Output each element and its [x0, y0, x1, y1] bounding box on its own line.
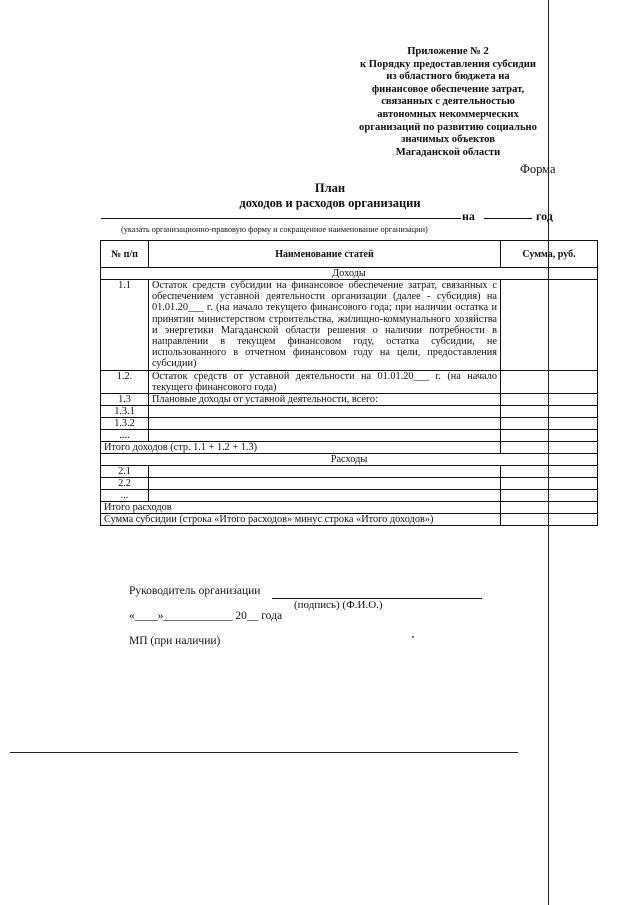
table-row	[101, 418, 598, 430]
document-title: План	[314, 181, 346, 195]
subsidy-sum-row	[101, 514, 598, 526]
organization-hint: (указать организационно-правовую форму и сокращенное наименование организации)	[121, 225, 428, 234]
table-row	[101, 394, 598, 406]
appendix-line: значимых объектов	[401, 134, 495, 146]
plan-table	[100, 240, 598, 526]
table-row	[101, 406, 598, 418]
signature-hint: (подпись) (Ф.И.О.)	[294, 599, 383, 611]
row-sum-cell	[501, 394, 598, 406]
row-sum-cell	[501, 478, 598, 490]
table-row	[101, 280, 598, 371]
signature-label: Руководитель организации	[129, 585, 261, 597]
expense-total-label: Итого расходов	[101, 502, 501, 514]
row-num: 1.3.1	[101, 406, 149, 418]
appendix-line: связанных с деятельностью	[381, 96, 515, 108]
row-num: ....	[101, 430, 149, 442]
scan-horizontal-line	[10, 752, 518, 753]
row-num: 2.2	[101, 478, 149, 490]
row-text	[149, 478, 501, 490]
expense-total-row	[101, 502, 598, 514]
appendix-line: Магаданской области	[395, 146, 501, 158]
expense-section-row	[101, 454, 598, 466]
header-sum: Сумма, руб.	[501, 241, 598, 268]
table-row	[101, 430, 598, 442]
table-row	[101, 370, 598, 393]
row-text	[149, 490, 501, 502]
header-name: Наименование статей	[149, 241, 501, 268]
row-sum-cell	[501, 502, 598, 514]
row-sum-cell	[501, 430, 598, 442]
row-sum-cell	[501, 370, 598, 393]
header-num: № п/п	[101, 241, 149, 268]
appendix-header	[330, 46, 566, 159]
organization-name-blank	[101, 218, 461, 219]
year-label: год	[536, 209, 553, 223]
income-total-row	[101, 442, 598, 454]
row-text	[149, 406, 501, 418]
appendix-line: организаций по развитию социально	[359, 121, 537, 133]
table-row	[101, 478, 598, 490]
row-sum-cell	[501, 442, 598, 454]
row-num: 1.1	[101, 280, 149, 371]
appendix-line: к Порядку предоставления субсидии	[360, 58, 536, 70]
income-total-label: Итого доходов (стр. 1.1 + 1.2 + 1.3)	[101, 442, 501, 454]
table-row	[101, 490, 598, 502]
appendix-line: Приложение № 2	[407, 46, 489, 57]
appendix-line: финансовое обеспечение затрат,	[371, 83, 525, 95]
row-sum-cell	[501, 280, 598, 371]
signature-date: «____»____________ 20__ года	[129, 610, 283, 622]
expense-section-label: Расходы	[101, 454, 598, 466]
row-sum-cell	[501, 514, 598, 526]
row-num: 1.3	[101, 394, 149, 406]
row-num: ...	[101, 490, 149, 502]
table-row	[101, 466, 598, 478]
row-text	[149, 466, 501, 478]
row-text: Остаток средств субсидии на финансовое обеспечение затрат, связанных с обеспечением уставной деятельности организации (далее - субсидия) на 01.01.20___ г. (на начало текущего финансового года; при наличии остатка и принятии министерством строительства, жилищно-коммунального хозяйства и энергетики Магаданской области решения о наличии потребности в направлении в текущем финансовом году, остатка субсидии, не использованного в отчетном финансовом году на цели, предоставления субсидии)	[149, 280, 501, 371]
row-sum-cell	[501, 418, 598, 430]
income-section-row	[101, 268, 598, 280]
na-label: на	[462, 209, 475, 223]
appendix-line: автономных некоммерческих	[377, 108, 519, 120]
row-sum-cell	[501, 466, 598, 478]
row-text: Плановые доходы от уставной деятельности, всего:	[149, 394, 501, 406]
year-blank	[484, 218, 532, 219]
subsidy-sum-label: Сумма субсидии (строка «Итого расходов» минус строка «Итого доходов»)	[101, 514, 501, 526]
row-text	[149, 430, 501, 442]
table-header-row	[101, 241, 598, 268]
row-sum-cell	[501, 406, 598, 418]
row-sum-cell	[501, 490, 598, 502]
row-text: Остаток средств от уставной деятельности на 01.01.20___ г. (на начало текущего финансового года)	[149, 370, 501, 393]
row-text	[149, 418, 501, 430]
row-num: 2.1	[101, 466, 149, 478]
document-subtitle: доходов и расходов организации	[239, 196, 421, 210]
row-num: 1.3.2	[101, 418, 149, 430]
row-num: 1.2.	[101, 370, 149, 393]
income-section-label: Доходы	[101, 268, 598, 280]
appendix-line: из областного бюджета на	[386, 71, 510, 83]
scan-speck	[412, 636, 414, 638]
form-label: Форма	[520, 162, 556, 176]
seal-label: МП (при наличии)	[129, 635, 221, 647]
